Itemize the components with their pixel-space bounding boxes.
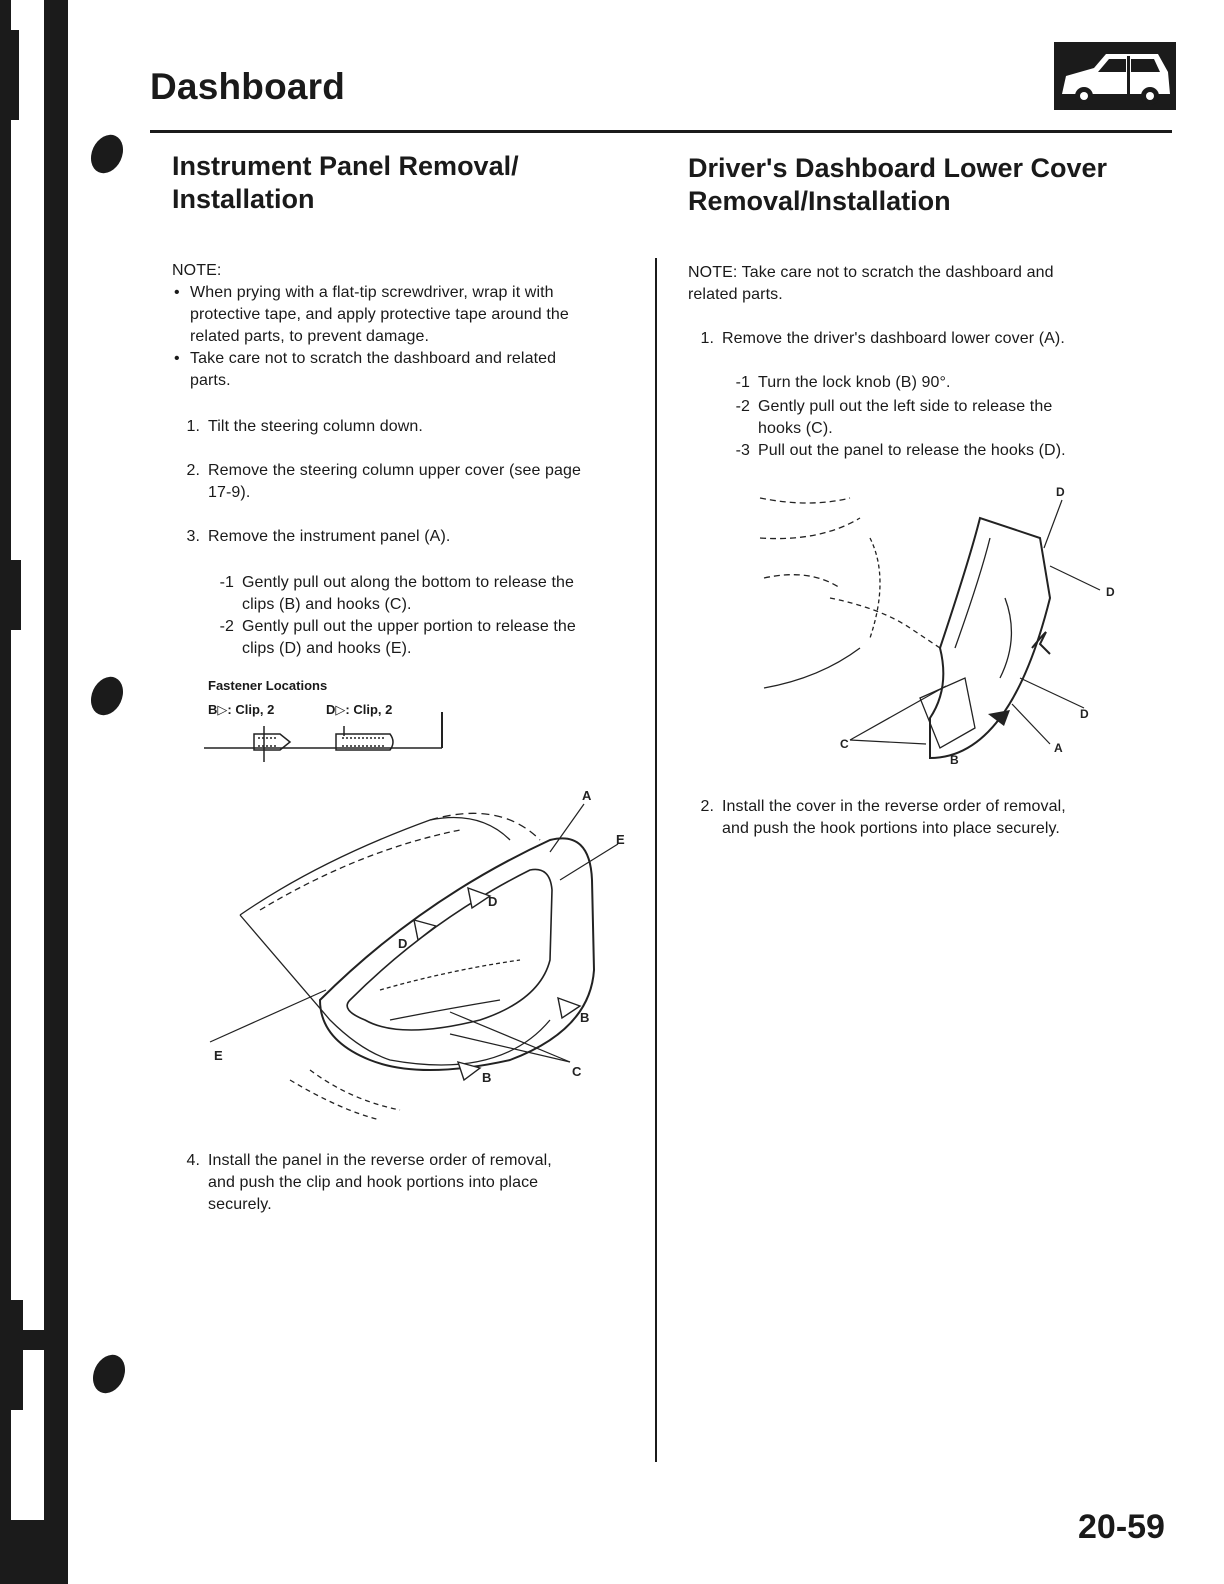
- callout-d-label-bottom: D: [1080, 707, 1089, 721]
- lower-cover-outline: [930, 518, 1050, 758]
- callout-e-label-left: E: [214, 1048, 223, 1063]
- binding-edge: [0, 0, 74, 1584]
- punch-hole-top: [85, 130, 129, 179]
- fastener-locations-title: Fastener Locations: [208, 678, 328, 693]
- punch-hole-middle: [85, 672, 129, 721]
- left-substep-1: -1 Gently pull out along the bottom to release the clips (B) and hooks (C).: [219, 574, 575, 613]
- left-step-2: 2. Remove the steering column upper cover (see page 17-9).: [186, 462, 582, 501]
- left-step-3: 3. Remove the instrument panel (A).: [186, 528, 451, 545]
- fastener-clip-illustrations: [204, 712, 448, 778]
- note-bullet-2: • Take care not to scratch the dashboard and related parts.: [172, 348, 640, 392]
- callout-a-label: A: [582, 788, 592, 803]
- clip-b-icon: [254, 726, 290, 762]
- callout-d-label-2: D: [398, 936, 408, 951]
- left-note-label: NOTE:: [172, 262, 222, 279]
- left-section-heading: Instrument Panel Removal/ Installation: [172, 151, 519, 214]
- left-substep-2: -2 Gently pull out the upper portion to release the clips (D) and hooks (E).: [219, 618, 576, 657]
- callout-d-label-top: D: [1056, 485, 1065, 499]
- page-number: 20-59: [1078, 1508, 1165, 1546]
- right-substep-1: -1 Turn the lock knob (B) 90°.: [735, 374, 951, 391]
- callout-b-label-2: B: [482, 1070, 492, 1085]
- left-step-4: 4. Install the panel in the reverse order of removal, and push the clip and hook portions into place securely.: [186, 1152, 552, 1213]
- left-step-1: 1. Tilt the steering column down.: [186, 418, 423, 435]
- page-title: Dashboard: [150, 66, 346, 107]
- arrow-icon: [988, 710, 1010, 726]
- right-section-heading: Driver's Dashboard Lower Cover Removal/Installation: [688, 153, 1108, 216]
- callout-e-label-top: E: [616, 832, 625, 847]
- callout-c-label: C: [572, 1064, 582, 1079]
- lower-cover-figure: [750, 478, 1130, 778]
- car-body-icon: [1054, 42, 1176, 110]
- right-step-1: 1. Remove the driver's dashboard lower cover (A).: [700, 330, 1065, 347]
- right-substep-2: -2 Gently pull out the left side to release the hooks (C).: [735, 398, 1053, 437]
- callout-b-label: B: [950, 753, 959, 767]
- callout-b-label-1: B: [580, 1010, 590, 1025]
- callout-d-label-right: D: [1106, 585, 1115, 599]
- right-step-2: 2. Install the cover in the reverse order of removal, and push the hook portions into place securely.: [700, 798, 1066, 837]
- callout-triangle-icon: ▷: [217, 702, 228, 717]
- callout-triangle-icon: ▷: [335, 702, 346, 717]
- instrument-panel-figure: [200, 780, 640, 1140]
- dashboard-top-outline: [240, 818, 510, 916]
- column-divider: [655, 258, 657, 1462]
- right-note: NOTE: Take care not to scratch the dashboard and related parts.: [688, 264, 1054, 303]
- right-substep-3: -3 Pull out the panel to release the hooks (D).: [735, 442, 1066, 459]
- fastener-b-label: B▷: Clip, 2: [208, 702, 275, 717]
- note-bullet-1: • When prying with a flat-tip screwdriver, wrap it with protective tape, and apply protective tape around the related parts, to prevent damage.: [172, 282, 640, 348]
- fastener-d-label: D▷: Clip, 2: [326, 702, 393, 717]
- callout-d-label-1: D: [488, 894, 498, 909]
- punch-hole-bottom: [87, 1350, 131, 1399]
- callout-c-label: C: [840, 737, 849, 751]
- clip-d-icon: [336, 726, 393, 750]
- callout-a-label: A: [1054, 741, 1063, 755]
- header-rule: [150, 130, 1172, 133]
